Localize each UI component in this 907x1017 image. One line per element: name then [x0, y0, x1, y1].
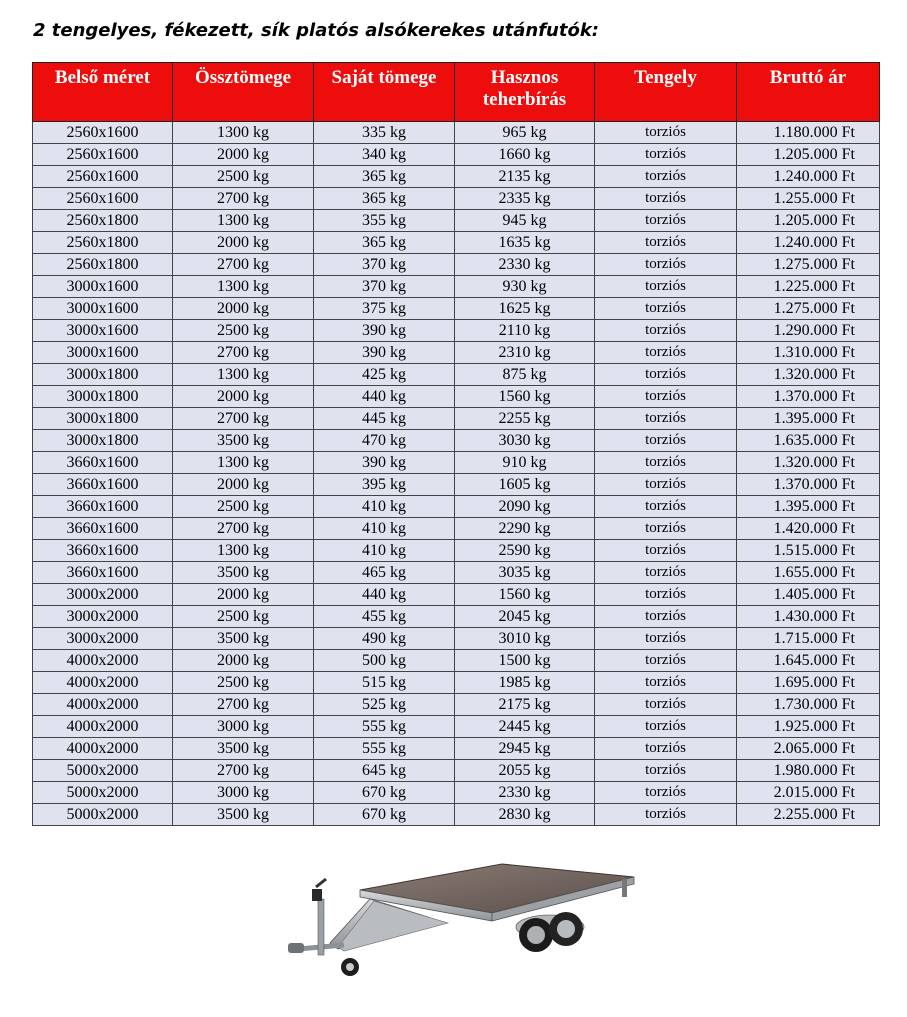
- cell-own-weight: 440 kg: [314, 386, 455, 408]
- cell-axle: torziós: [595, 716, 737, 738]
- cell-gross-price: 1.395.000 Ft: [737, 408, 880, 430]
- table-row: [33, 144, 880, 166]
- cell-payload: 2945 kg: [455, 738, 595, 760]
- cell-own-weight: 645 kg: [314, 760, 455, 782]
- table-row: [33, 672, 880, 694]
- cell-gross-price: 2.255.000 Ft: [737, 804, 880, 826]
- cell-gross-price: 1.370.000 Ft: [737, 386, 880, 408]
- table-row: [33, 342, 880, 364]
- cell-total-weight: 2700 kg: [173, 342, 314, 364]
- cell-own-weight: 335 kg: [314, 122, 455, 144]
- header-axle: Tengely: [595, 63, 737, 122]
- cell-inner-size: 2560x1600: [33, 166, 173, 188]
- cell-payload: 2590 kg: [455, 540, 595, 562]
- table-row: [33, 320, 880, 342]
- cell-total-weight: 2700 kg: [173, 408, 314, 430]
- cell-own-weight: 555 kg: [314, 738, 455, 760]
- cell-own-weight: 390 kg: [314, 320, 455, 342]
- cell-gross-price: 1.730.000 Ft: [737, 694, 880, 716]
- cell-payload: 3010 kg: [455, 628, 595, 650]
- table-row: [33, 386, 880, 408]
- cell-axle: torziós: [595, 606, 737, 628]
- cell-axle: torziós: [595, 474, 737, 496]
- cell-inner-size: 2560x1600: [33, 144, 173, 166]
- cell-axle: torziós: [595, 166, 737, 188]
- cell-axle: torziós: [595, 496, 737, 518]
- cell-gross-price: 1.655.000 Ft: [737, 562, 880, 584]
- table-row: [33, 210, 880, 232]
- cell-gross-price: 1.320.000 Ft: [737, 364, 880, 386]
- cell-payload: 1635 kg: [455, 232, 595, 254]
- cell-payload: 1660 kg: [455, 144, 595, 166]
- cell-own-weight: 670 kg: [314, 782, 455, 804]
- cell-inner-size: 5000x2000: [33, 782, 173, 804]
- cell-payload: 2255 kg: [455, 408, 595, 430]
- cell-own-weight: 365 kg: [314, 232, 455, 254]
- table-row: [33, 474, 880, 496]
- cell-axle: torziós: [595, 562, 737, 584]
- cell-inner-size: 4000x2000: [33, 716, 173, 738]
- cell-axle: torziós: [595, 342, 737, 364]
- cell-axle: torziós: [595, 122, 737, 144]
- cell-payload: 1500 kg: [455, 650, 595, 672]
- cell-payload: 2045 kg: [455, 606, 595, 628]
- cell-inner-size: 4000x2000: [33, 738, 173, 760]
- cell-gross-price: 1.205.000 Ft: [737, 210, 880, 232]
- cell-inner-size: 2560x1600: [33, 188, 173, 210]
- table-row: [33, 166, 880, 188]
- table-row: [33, 694, 880, 716]
- cell-inner-size: 3000x1800: [33, 364, 173, 386]
- cell-total-weight: 2000 kg: [173, 474, 314, 496]
- cell-inner-size: 5000x2000: [33, 760, 173, 782]
- cell-own-weight: 670 kg: [314, 804, 455, 826]
- cell-inner-size: 3660x1600: [33, 562, 173, 584]
- cell-own-weight: 525 kg: [314, 694, 455, 716]
- page-title: 2 tengelyes, fékezett, sík platós alsókerekes utánfutók:: [33, 20, 599, 41]
- cell-inner-size: 3660x1600: [33, 518, 173, 540]
- cell-payload: 2090 kg: [455, 496, 595, 518]
- cell-total-weight: 3000 kg: [173, 716, 314, 738]
- header-payload: Hasznos teherbírás: [455, 63, 595, 122]
- cell-own-weight: 410 kg: [314, 496, 455, 518]
- cell-gross-price: 1.205.000 Ft: [737, 144, 880, 166]
- cell-total-weight: 1300 kg: [173, 276, 314, 298]
- cell-own-weight: 445 kg: [314, 408, 455, 430]
- cell-axle: torziós: [595, 540, 737, 562]
- cell-own-weight: 370 kg: [314, 254, 455, 276]
- table-row: [33, 408, 880, 430]
- trailer-image: [278, 857, 638, 987]
- table-row: [33, 430, 880, 452]
- cell-payload: 2175 kg: [455, 694, 595, 716]
- cell-inner-size: 3000x2000: [33, 628, 173, 650]
- cell-gross-price: 1.405.000 Ft: [737, 584, 880, 606]
- header-total-weight: Össztömege: [173, 63, 314, 122]
- table-row: [33, 232, 880, 254]
- cell-gross-price: 1.255.000 Ft: [737, 188, 880, 210]
- cell-axle: torziós: [595, 210, 737, 232]
- cell-payload: 1560 kg: [455, 386, 595, 408]
- cell-gross-price: 1.310.000 Ft: [737, 342, 880, 364]
- cell-own-weight: 515 kg: [314, 672, 455, 694]
- cell-gross-price: 2.015.000 Ft: [737, 782, 880, 804]
- table-row: [33, 804, 880, 826]
- cell-payload: 2330 kg: [455, 254, 595, 276]
- cell-inner-size: 4000x2000: [33, 672, 173, 694]
- cell-payload: 1560 kg: [455, 584, 595, 606]
- cell-inner-size: 3660x1600: [33, 474, 173, 496]
- price-table: [32, 62, 880, 826]
- table-row: [33, 562, 880, 584]
- cell-axle: torziós: [595, 738, 737, 760]
- cell-payload: 1985 kg: [455, 672, 595, 694]
- cell-total-weight: 3500 kg: [173, 562, 314, 584]
- table-row: [33, 298, 880, 320]
- cell-total-weight: 1300 kg: [173, 122, 314, 144]
- table-row: [33, 364, 880, 386]
- cell-inner-size: 3660x1600: [33, 540, 173, 562]
- cell-own-weight: 440 kg: [314, 584, 455, 606]
- cell-inner-size: 3000x1600: [33, 320, 173, 342]
- cell-gross-price: 1.320.000 Ft: [737, 452, 880, 474]
- cell-inner-size: 3000x1800: [33, 430, 173, 452]
- cell-inner-size: 3000x1600: [33, 342, 173, 364]
- cell-inner-size: 4000x2000: [33, 694, 173, 716]
- cell-own-weight: 395 kg: [314, 474, 455, 496]
- cell-gross-price: 1.715.000 Ft: [737, 628, 880, 650]
- cell-total-weight: 1300 kg: [173, 364, 314, 386]
- cell-inner-size: 3000x2000: [33, 584, 173, 606]
- table-row: [33, 628, 880, 650]
- cell-own-weight: 425 kg: [314, 364, 455, 386]
- cell-payload: 2055 kg: [455, 760, 595, 782]
- table-row: [33, 496, 880, 518]
- cell-own-weight: 455 kg: [314, 606, 455, 628]
- cell-payload: 930 kg: [455, 276, 595, 298]
- cell-own-weight: 365 kg: [314, 188, 455, 210]
- cell-axle: torziós: [595, 672, 737, 694]
- cell-axle: torziós: [595, 298, 737, 320]
- cell-gross-price: 1.275.000 Ft: [737, 298, 880, 320]
- cell-own-weight: 410 kg: [314, 540, 455, 562]
- cell-gross-price: 2.065.000 Ft: [737, 738, 880, 760]
- cell-total-weight: 3500 kg: [173, 430, 314, 452]
- table-row: [33, 716, 880, 738]
- cell-own-weight: 365 kg: [314, 166, 455, 188]
- cell-total-weight: 1300 kg: [173, 210, 314, 232]
- cell-payload: 3035 kg: [455, 562, 595, 584]
- cell-gross-price: 1.180.000 Ft: [737, 122, 880, 144]
- cell-axle: torziós: [595, 408, 737, 430]
- table-row: [33, 276, 880, 298]
- header-inner-size: Belső méret: [33, 63, 173, 122]
- cell-payload: 2335 kg: [455, 188, 595, 210]
- cell-total-weight: 2000 kg: [173, 144, 314, 166]
- cell-payload: 2290 kg: [455, 518, 595, 540]
- cell-inner-size: 2560x1800: [33, 254, 173, 276]
- cell-payload: 945 kg: [455, 210, 595, 232]
- cell-payload: 965 kg: [455, 122, 595, 144]
- cell-total-weight: 2000 kg: [173, 650, 314, 672]
- table-row: [33, 738, 880, 760]
- cell-own-weight: 465 kg: [314, 562, 455, 584]
- cell-total-weight: 2000 kg: [173, 386, 314, 408]
- cell-gross-price: 1.925.000 Ft: [737, 716, 880, 738]
- cell-axle: torziós: [595, 650, 737, 672]
- cell-gross-price: 1.420.000 Ft: [737, 518, 880, 540]
- cell-total-weight: 2700 kg: [173, 518, 314, 540]
- cell-gross-price: 1.395.000 Ft: [737, 496, 880, 518]
- cell-own-weight: 355 kg: [314, 210, 455, 232]
- cell-own-weight: 340 kg: [314, 144, 455, 166]
- table-row: [33, 606, 880, 628]
- cell-axle: torziós: [595, 518, 737, 540]
- cell-axle: torziós: [595, 386, 737, 408]
- cell-gross-price: 1.980.000 Ft: [737, 760, 880, 782]
- cell-total-weight: 2700 kg: [173, 760, 314, 782]
- cell-inner-size: 3000x1800: [33, 386, 173, 408]
- cell-inner-size: 2560x1800: [33, 232, 173, 254]
- table-row: [33, 518, 880, 540]
- cell-axle: torziós: [595, 232, 737, 254]
- cell-own-weight: 470 kg: [314, 430, 455, 452]
- cell-axle: torziós: [595, 782, 737, 804]
- cell-total-weight: 3000 kg: [173, 782, 314, 804]
- cell-total-weight: 2700 kg: [173, 694, 314, 716]
- cell-axle: torziós: [595, 254, 737, 276]
- cell-own-weight: 500 kg: [314, 650, 455, 672]
- cell-total-weight: 3500 kg: [173, 738, 314, 760]
- cell-total-weight: 2500 kg: [173, 166, 314, 188]
- cell-own-weight: 375 kg: [314, 298, 455, 320]
- cell-gross-price: 1.240.000 Ft: [737, 232, 880, 254]
- cell-inner-size: 2560x1800: [33, 210, 173, 232]
- table-header-row: [33, 63, 880, 122]
- cell-payload: 1625 kg: [455, 298, 595, 320]
- cell-gross-price: 1.275.000 Ft: [737, 254, 880, 276]
- cell-own-weight: 410 kg: [314, 518, 455, 540]
- cell-inner-size: 3660x1600: [33, 452, 173, 474]
- cell-inner-size: 3000x1600: [33, 298, 173, 320]
- cell-axle: torziós: [595, 694, 737, 716]
- cell-gross-price: 1.240.000 Ft: [737, 166, 880, 188]
- cell-inner-size: 5000x2000: [33, 804, 173, 826]
- cell-payload: 875 kg: [455, 364, 595, 386]
- header-own-weight: Saját tömege: [314, 63, 455, 122]
- cell-total-weight: 2700 kg: [173, 188, 314, 210]
- cell-inner-size: 3000x2000: [33, 606, 173, 628]
- cell-inner-size: 3660x1600: [33, 496, 173, 518]
- cell-payload: 2830 kg: [455, 804, 595, 826]
- cell-total-weight: 2500 kg: [173, 320, 314, 342]
- cell-total-weight: 1300 kg: [173, 540, 314, 562]
- cell-own-weight: 490 kg: [314, 628, 455, 650]
- cell-total-weight: 3500 kg: [173, 628, 314, 650]
- cell-axle: torziós: [595, 188, 737, 210]
- table-row: [33, 760, 880, 782]
- header-gross-price: Bruttó ár: [737, 63, 880, 122]
- cell-total-weight: 2700 kg: [173, 254, 314, 276]
- cell-axle: torziós: [595, 804, 737, 826]
- cell-total-weight: 2500 kg: [173, 606, 314, 628]
- cell-gross-price: 1.370.000 Ft: [737, 474, 880, 496]
- cell-own-weight: 390 kg: [314, 452, 455, 474]
- cell-payload: 2110 kg: [455, 320, 595, 342]
- cell-own-weight: 370 kg: [314, 276, 455, 298]
- cell-gross-price: 1.695.000 Ft: [737, 672, 880, 694]
- cell-axle: torziós: [595, 320, 737, 342]
- cell-gross-price: 1.290.000 Ft: [737, 320, 880, 342]
- table-row: [33, 122, 880, 144]
- cell-gross-price: 1.430.000 Ft: [737, 606, 880, 628]
- cell-payload: 1605 kg: [455, 474, 595, 496]
- cell-payload: 910 kg: [455, 452, 595, 474]
- cell-axle: torziós: [595, 144, 737, 166]
- cell-axle: torziós: [595, 628, 737, 650]
- cell-total-weight: 1300 kg: [173, 452, 314, 474]
- cell-gross-price: 1.515.000 Ft: [737, 540, 880, 562]
- table-row: [33, 584, 880, 606]
- cell-axle: torziós: [595, 276, 737, 298]
- cell-gross-price: 1.225.000 Ft: [737, 276, 880, 298]
- cell-payload: 2330 kg: [455, 782, 595, 804]
- cell-inner-size: 3000x1800: [33, 408, 173, 430]
- table-row: [33, 452, 880, 474]
- table-row: [33, 188, 880, 210]
- cell-payload: 2445 kg: [455, 716, 595, 738]
- table-row: [33, 650, 880, 672]
- table-row: [33, 254, 880, 276]
- table-row: [33, 540, 880, 562]
- cell-payload: 3030 kg: [455, 430, 595, 452]
- cell-gross-price: 1.645.000 Ft: [737, 650, 880, 672]
- cell-total-weight: 2500 kg: [173, 672, 314, 694]
- cell-axle: torziós: [595, 760, 737, 782]
- cell-payload: 2135 kg: [455, 166, 595, 188]
- cell-axle: torziós: [595, 452, 737, 474]
- cell-payload: 2310 kg: [455, 342, 595, 364]
- cell-inner-size: 2560x1600: [33, 122, 173, 144]
- cell-own-weight: 390 kg: [314, 342, 455, 364]
- cell-axle: torziós: [595, 364, 737, 386]
- cell-axle: torziós: [595, 430, 737, 452]
- cell-gross-price: 1.635.000 Ft: [737, 430, 880, 452]
- cell-total-weight: 3500 kg: [173, 804, 314, 826]
- cell-inner-size: 4000x2000: [33, 650, 173, 672]
- cell-total-weight: 2000 kg: [173, 584, 314, 606]
- cell-inner-size: 3000x1600: [33, 276, 173, 298]
- cell-total-weight: 2000 kg: [173, 298, 314, 320]
- cell-total-weight: 2000 kg: [173, 232, 314, 254]
- cell-axle: torziós: [595, 584, 737, 606]
- cell-total-weight: 2500 kg: [173, 496, 314, 518]
- table-row: [33, 782, 880, 804]
- cell-own-weight: 555 kg: [314, 716, 455, 738]
